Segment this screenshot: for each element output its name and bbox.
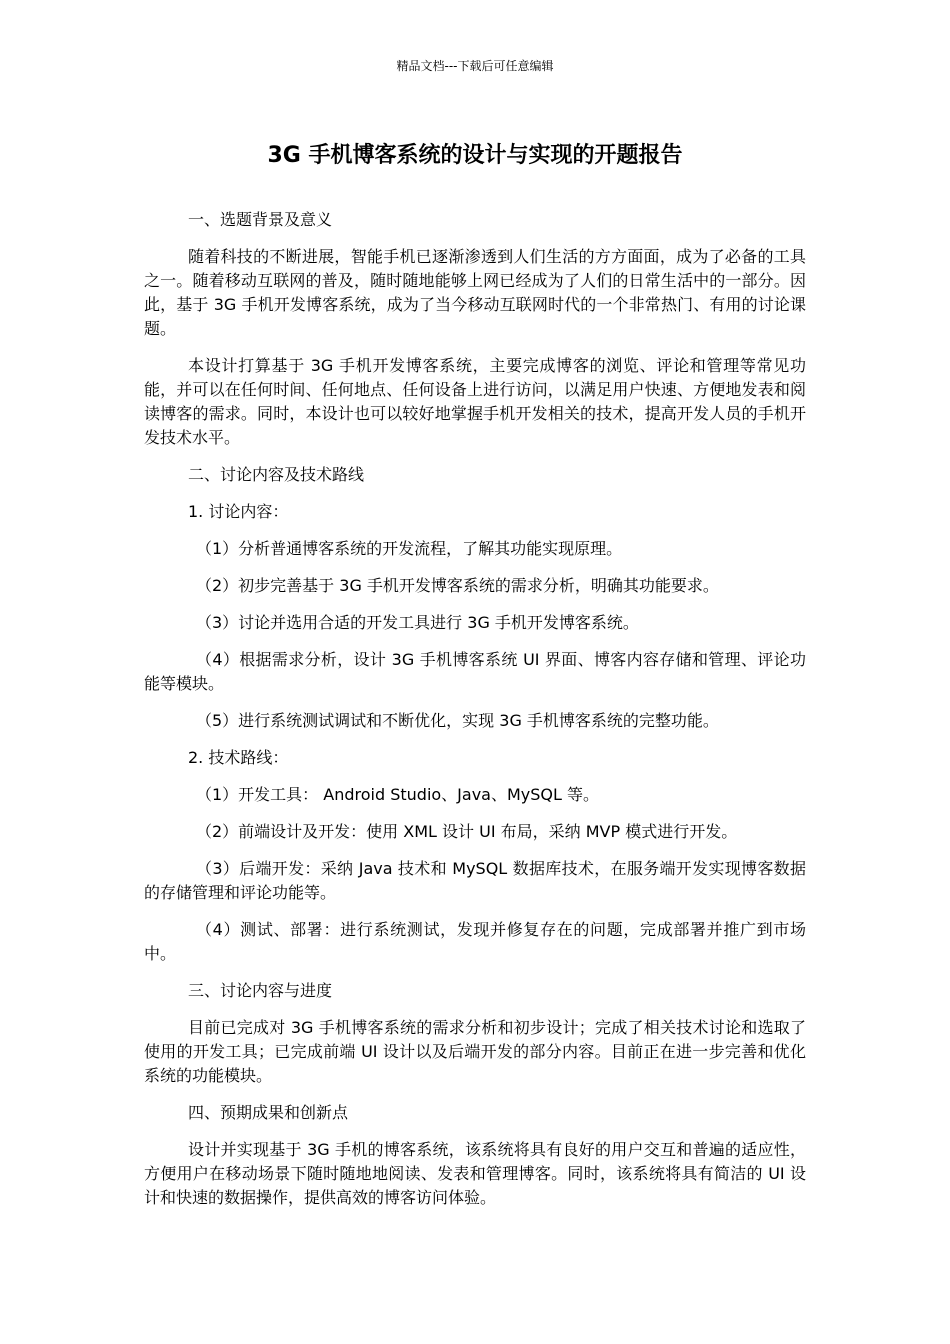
- document-title: 3G 手机博客系统的设计与实现的开题报告: [267, 143, 683, 168]
- list-item: （1）开发工具： Android Studio、Java、MySQL 等。: [196, 785, 599, 804]
- document-body: [144, 208, 806, 1223]
- subheading-technical-route: 2. 技术路线：: [188, 748, 289, 767]
- list-item: （3）后端开发：采纳 Java 技术和 MySQL 数据库技术，在服务端开发实现博客数据的存储管理和评论功能等。: [144, 859, 806, 902]
- list-item: （2）初步完善基于 3G 手机开发博客系统的需求分析，明确其功能要求。: [196, 576, 719, 595]
- header-note: 精品文档---下载后可任意编辑: [396, 59, 554, 73]
- list-item: （1）分析普通博客系统的开发流程，了解其功能实现原理。: [196, 539, 623, 558]
- paragraph-background-2: 本设计打算基于 3G 手机开发博客系统，主要完成博客的浏览、评论和管理等常见功能，并可以在任何时间、任何地点、任何设备上进行访问，以满足用户快速、方便地发表和阅读博客的需求。同时，本设计也可以较好地掌握手机开发相关的技术，提高开发人员的手机开发技术水平。: [144, 356, 806, 447]
- section-heading-content-route: 二、讨论内容及技术路线: [188, 465, 365, 484]
- section-heading-outcomes: 四、预期成果和创新点: [188, 1103, 349, 1122]
- section-heading-progress: 三、讨论内容与进度: [188, 981, 333, 1000]
- section-heading-background: 一、选题背景及意义: [188, 210, 333, 229]
- list-item: （3）讨论并选用合适的开发工具进行 3G 手机开发博客系统。: [196, 613, 639, 632]
- list-item: （5）进行系统测试调试和不断优化，实现 3G 手机博客系统的完整功能。: [196, 711, 719, 730]
- paragraph-progress: 目前已完成对 3G 手机博客系统的需求分析和初步设计；完成了相关技术讨论和选取了使用的开发工具；已完成前端 UI 设计以及后端开发的部分内容。目前正在进一步完善和优化系统的功能模块。: [144, 1018, 806, 1085]
- list-item: （4）根据需求分析，设计 3G 手机博客系统 UI 界面、博客内容存储和管理、评论功能等模块。: [144, 650, 806, 693]
- paragraph-background-1: 随着科技的不断进展，智能手机已逐渐渗透到人们生活的方方面面，成为了必备的工具之一。随着移动互联网的普及，随时随地能够上网已经成为了人们的日常生活中的一部分。因此，基于 3G 手机开发博客系统，成为了当今移动互联网时代的一个非常热门、有用的讨论课题。: [144, 247, 806, 338]
- list-item: （4）测试、部署：进行系统测试，发现并修复存在的问题，完成部署并推广到市场中。: [144, 920, 806, 963]
- subheading-research-content: 1. 讨论内容：: [188, 502, 289, 521]
- list-item: （2）前端设计及开发：使用 XML 设计 UI 布局，采纳 MVP 模式进行开发。: [196, 822, 738, 841]
- paragraph-outcomes: 设计并实现基于 3G 手机的博客系统，该系统将具有良好的用户交互和普遍的适应性，方便用户在移动场景下随时随地地阅读、发表和管理博客。同时，该系统将具有简洁的 UI 设计和快速的数据操作，提供高效的博客访问体验。: [144, 1140, 806, 1207]
